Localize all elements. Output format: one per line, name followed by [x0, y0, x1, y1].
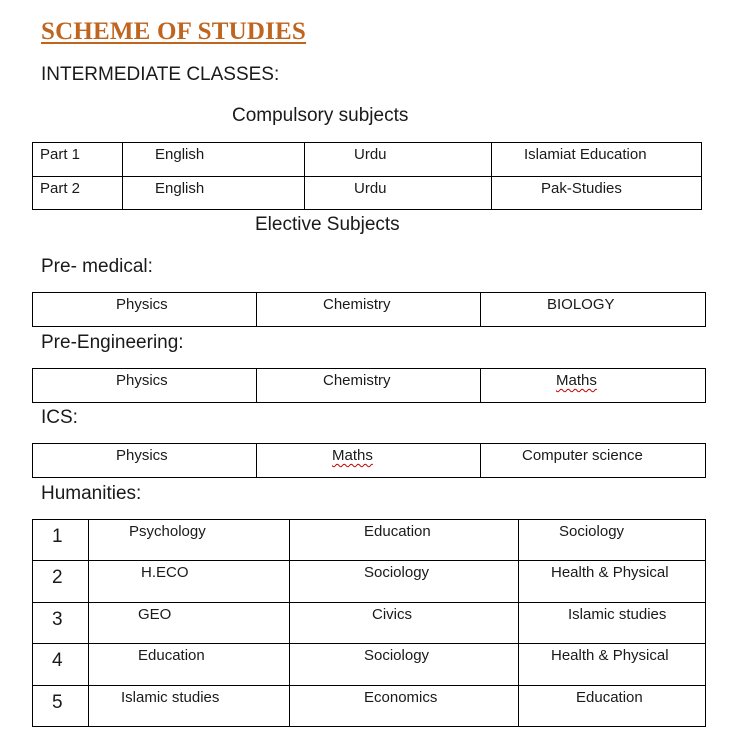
- subject-cell: Islamiat Education: [524, 146, 647, 163]
- humanities-label: Humanities:: [41, 483, 142, 504]
- subject-cell: H.ECO: [141, 564, 189, 581]
- subject-cell: Urdu: [354, 146, 387, 163]
- humanities-table: [32, 519, 706, 727]
- table-row: [33, 444, 706, 478]
- elective-heading: Elective Subjects: [255, 214, 400, 235]
- table-row: [33, 603, 706, 644]
- subject-cell: Health & Physical: [551, 564, 669, 581]
- table-row: [33, 644, 706, 686]
- part-label: Part 2: [40, 180, 81, 197]
- pre-medical-table: [32, 292, 706, 327]
- subject-cell: Psychology: [129, 523, 206, 540]
- compulsory-table: [32, 142, 702, 210]
- subject-cell: English: [155, 146, 205, 163]
- subject-cell: Education: [138, 647, 205, 664]
- document-title: SCHEME OF STUDIES: [41, 18, 307, 45]
- ics-label: ICS:: [41, 407, 78, 428]
- table-row: [33, 686, 706, 727]
- subject-cell: Economics: [364, 689, 438, 706]
- part-label: Part 1: [40, 146, 81, 163]
- subject-cell: Physics: [116, 447, 168, 464]
- subject-cell: BIOLOGY: [547, 296, 615, 313]
- table-row: [33, 177, 702, 210]
- row-number: 5: [52, 692, 63, 713]
- row-number: 2: [52, 567, 63, 588]
- subject-cell: Education: [364, 523, 431, 540]
- subject-cell: Chemistry: [323, 296, 391, 313]
- subject-cell: Education: [576, 689, 643, 706]
- subject-cell: Chemistry: [323, 372, 391, 389]
- table-row: [33, 293, 706, 327]
- intermediate-heading: INTERMEDIATE CLASSES:: [41, 64, 280, 85]
- subject-cell: Civics: [372, 606, 412, 623]
- subject-cell: Sociology: [559, 523, 625, 540]
- table-row: [33, 520, 706, 561]
- row-number: 1: [52, 526, 63, 547]
- subject-cell: Islamic studies: [568, 606, 667, 623]
- subject-cell: GEO: [138, 606, 172, 623]
- table-row: [33, 143, 702, 177]
- pre-engineering-table: [32, 368, 706, 403]
- pre-medical-label: Pre- medical:: [41, 256, 153, 277]
- subject-cell: Urdu: [354, 180, 387, 197]
- table-row: [33, 369, 706, 403]
- subject-cell: Sociology: [364, 564, 430, 581]
- compulsory-heading: Compulsory subjects: [232, 105, 409, 126]
- subject-cell: Physics: [116, 296, 168, 313]
- pre-engineering-label: Pre-Engineering:: [41, 332, 184, 353]
- subject-cell: Pak-Studies: [541, 180, 622, 197]
- subject-cell: Maths: [556, 372, 597, 389]
- subject-cell: Islamic studies: [121, 689, 220, 706]
- table-row: [33, 561, 706, 603]
- subject-cell: Computer science: [522, 447, 643, 464]
- row-number: 4: [52, 650, 63, 671]
- subject-cell: English: [155, 180, 205, 197]
- subject-cell: Maths: [332, 447, 373, 464]
- subject-cell: Sociology: [364, 647, 430, 664]
- row-number: 3: [52, 609, 63, 630]
- ics-table: [32, 443, 706, 478]
- subject-cell: Physics: [116, 372, 168, 389]
- subject-cell: Health & Physical: [551, 647, 669, 664]
